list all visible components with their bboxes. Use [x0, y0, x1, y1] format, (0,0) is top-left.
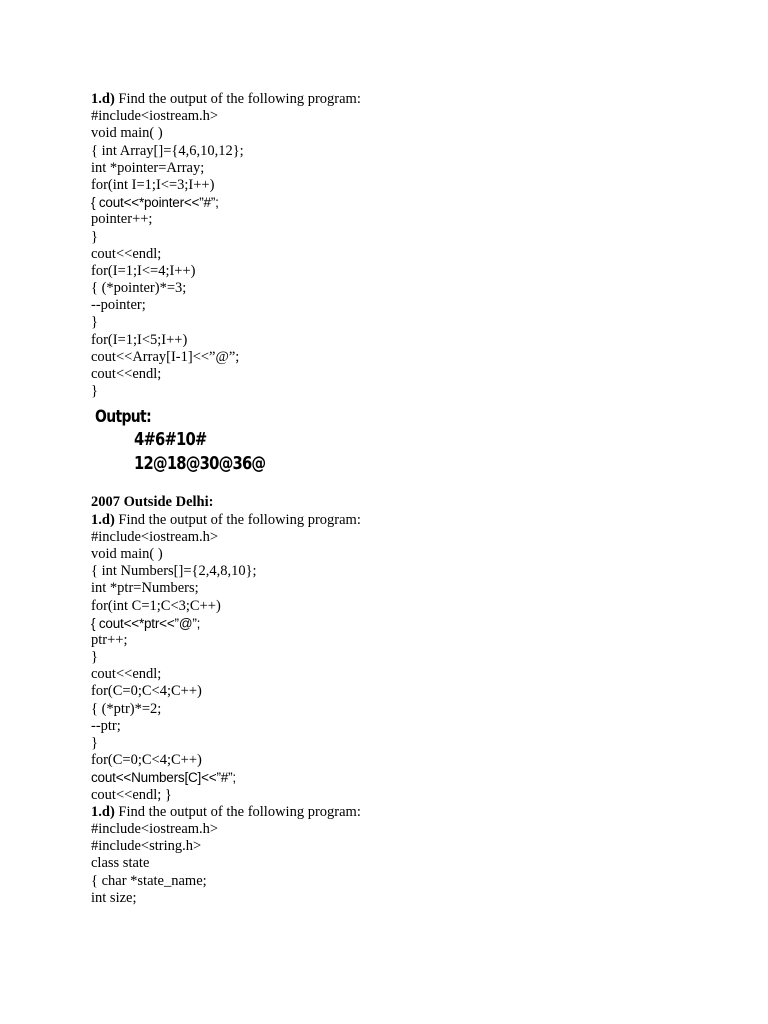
code-line: cout<<Array[I-1]<<”@”; — [91, 348, 240, 365]
code-line: } — [91, 649, 98, 666]
code-line: { (*ptr)*=2; — [91, 700, 162, 717]
code-line: ptr++; — [91, 631, 128, 648]
code-line: int *pointer=Array; — [91, 159, 205, 176]
question-heading — [91, 804, 731, 821]
document-page — [91, 91, 731, 907]
code-line: { int Array[]={4,6,10,12}; — [91, 142, 244, 159]
question-number: 1.d) — [91, 803, 115, 820]
output-line: 4#6#10# — [134, 429, 207, 451]
code-line: for(C=0;C<4;C++) — [91, 752, 202, 769]
code-line: } — [91, 314, 98, 331]
code-line: { (*pointer)*=3; — [91, 280, 187, 297]
question-heading — [91, 512, 731, 529]
code-line: } — [91, 228, 98, 245]
code-line: { int Numbers[]={2,4,8,10}; — [91, 563, 257, 580]
question-text: Find the output of the following program: — [114, 803, 361, 820]
section-title: 2007 Outside Delhi: — [91, 494, 214, 511]
question-text: Find the output of the following program: — [114, 91, 361, 107]
question-text: Find the output of the following program: — [114, 511, 361, 528]
code-line: class state — [91, 855, 150, 872]
code-line: } — [91, 735, 98, 751]
code-line: cout<<Numbers[C]<<”#”; — [91, 770, 236, 786]
output-line: 12@18@30@36@ — [134, 453, 266, 475]
code-line: int size; — [91, 889, 137, 906]
question-number: 1.d) — [91, 91, 115, 107]
code-line: { cout<<*pointer<<”#”; — [91, 195, 219, 211]
code-line: for(I=1;I<=4;I++) — [91, 262, 196, 279]
code-line: for(C=0;C<4;C++) — [91, 683, 202, 700]
code-line: { char *state_name; — [91, 872, 207, 889]
question-number: 1.d) — [91, 511, 115, 528]
code-line: void main( ) — [91, 545, 163, 562]
question-heading — [91, 91, 731, 108]
output-label: Output: — [95, 407, 151, 428]
code-line: --ptr; — [91, 717, 121, 734]
code-line: } — [91, 383, 98, 400]
code-line: { cout<<*ptr<<”@”; — [91, 615, 201, 631]
code-line: pointer++; — [91, 211, 153, 228]
code-line: void main( ) — [91, 125, 163, 142]
spacer — [91, 476, 731, 494]
code-line: #include<string.h> — [91, 838, 202, 855]
code-line: #include<iostream.h> — [91, 528, 219, 545]
code-line: #include<iostream.h> — [91, 820, 219, 837]
code-line: for(int C=1;C<3;C++) — [91, 597, 221, 614]
code-line: for(I=1;I<5;I++) — [91, 331, 188, 348]
code-line: cout<<endl; } — [91, 786, 172, 803]
code-line: cout<<endl; — [91, 245, 162, 262]
code-line: --pointer; — [91, 297, 146, 314]
code-line: for(int I=1;I<=3;I++) — [91, 176, 215, 193]
code-line: int *ptr=Numbers; — [91, 580, 199, 597]
output-block — [95, 406, 731, 476]
code-line: cout<<endl; — [91, 666, 162, 683]
code-line: #include<iostream.h> — [91, 108, 219, 125]
code-line: cout<<endl; — [91, 366, 162, 382]
